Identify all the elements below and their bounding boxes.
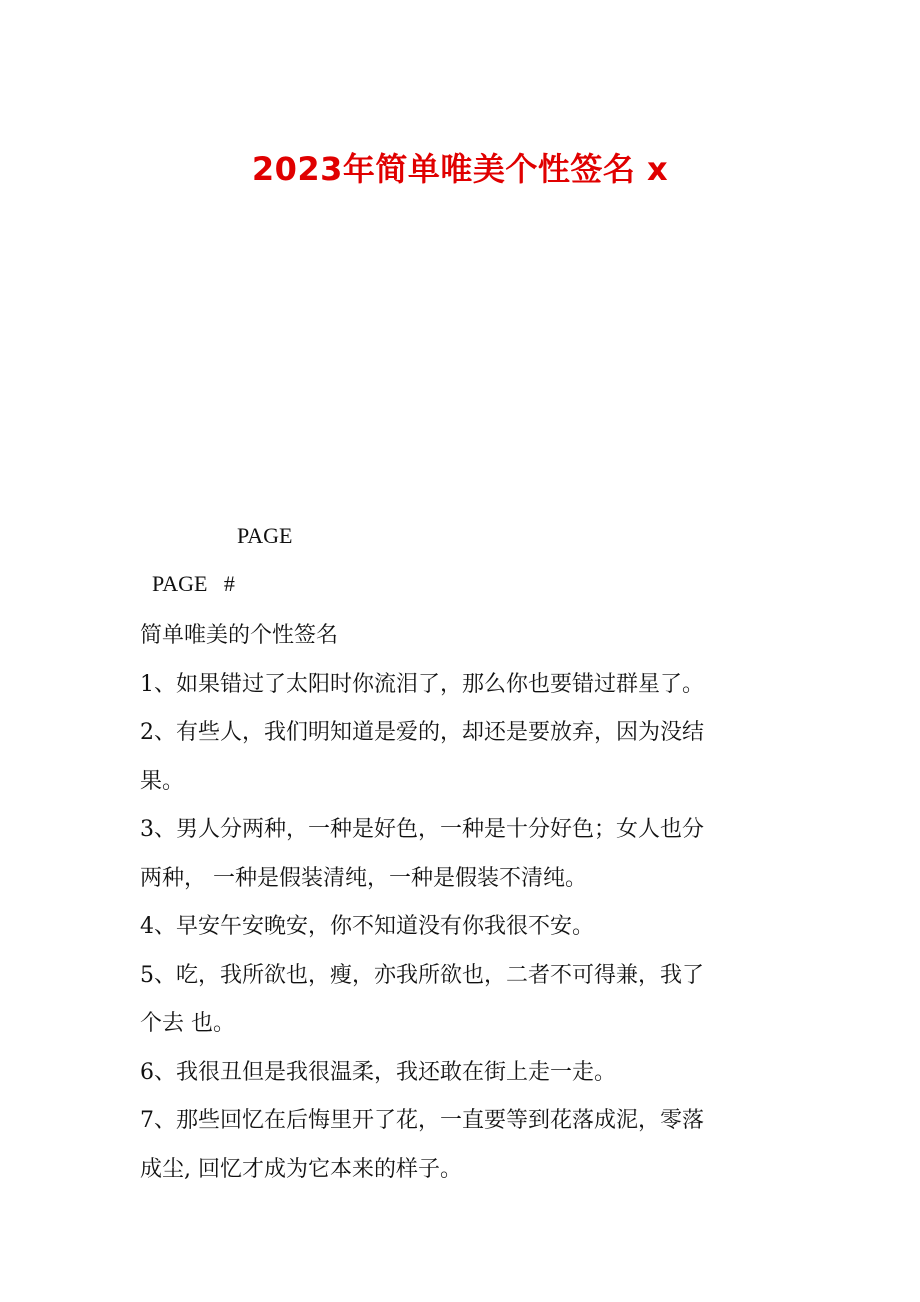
list-item-7-line-2: 成尘, 回忆才成为它本来的样子。 bbox=[140, 1156, 462, 1182]
document-body bbox=[140, 612, 790, 1194]
list-item-3-line-2: 两种， 一种是假装清纯，一种是假装不清纯。 bbox=[140, 865, 587, 891]
list-item-2-line-1: 2、有些人，我们明知道是爱的，却还是要放弃，因为没结 bbox=[140, 720, 704, 745]
list-item-1: 1、如果错过了太阳时你流泪了，那么你也要错过群星了。 bbox=[140, 671, 704, 697]
page-number-field-code: PAGE # bbox=[152, 571, 235, 596]
page-field-code: PAGE bbox=[237, 523, 293, 548]
list-item-6: 6、我很丑但是我很温柔，我还敢在街上走一走。 bbox=[140, 1059, 616, 1085]
document-title: 2023年简单唯美个性签名 x bbox=[251, 150, 669, 188]
list-item-5-line-2: 个去 也。 bbox=[140, 1011, 235, 1036]
list-item-2-line-2: 果。 bbox=[140, 768, 185, 794]
section-heading: 简单唯美的个性签名 bbox=[140, 623, 339, 648]
list-item-7-line-1: 7、那些回忆在后悔里开了花，一直要等到花落成泥，零落 bbox=[140, 1108, 704, 1133]
list-item-5-line-1: 5、吃，我所欲也，瘦，亦我所欲也，二者不可得兼，我了 bbox=[140, 962, 704, 988]
list-item-3-line-1: 3、男人分两种，一种是好色，一种是十分好色；女人也分 bbox=[140, 817, 704, 842]
list-item-4: 4、早安午安晚安，你不知道没有你我很不安。 bbox=[140, 914, 594, 939]
